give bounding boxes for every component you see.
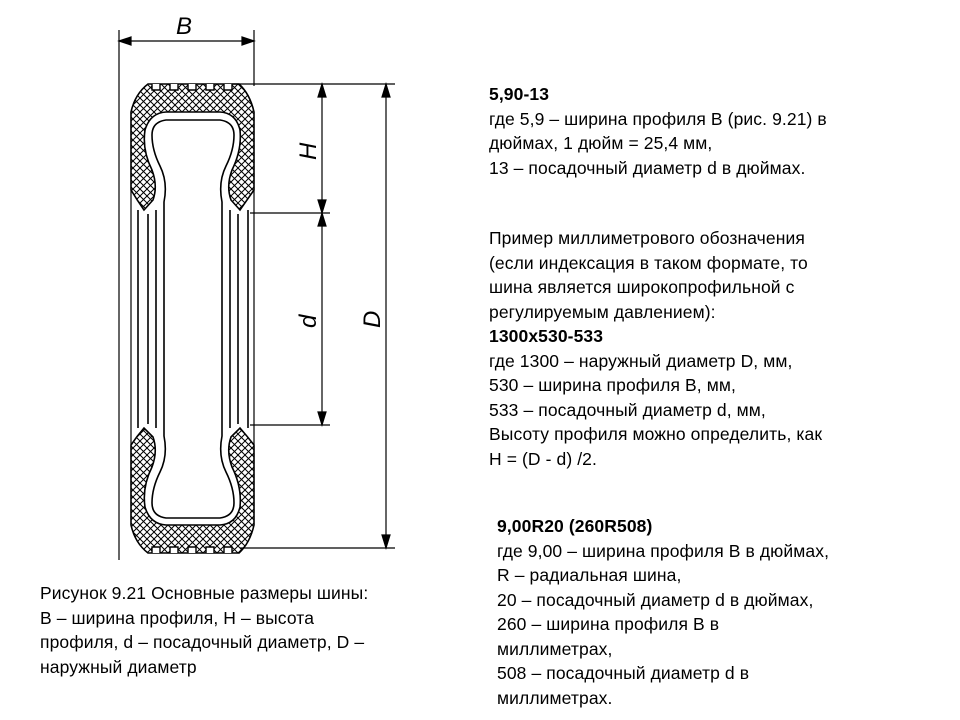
label-D: D [359,310,386,328]
designation-inch-example [489,82,827,180]
text-line: 13 – посадочный диаметр d в дюймах. [489,157,806,178]
text-line: 20 – посадочный диаметр d в дюймах, [497,589,814,610]
text-line: где 9,00 – ширина профиля В в дюймах, [497,540,830,561]
caption-line: наружный диаметр [40,656,197,677]
text-line: 508 – посадочный диаметр d в [497,663,750,683]
label-d: d [295,314,322,328]
text-line: 533 – посадочный диаметр d, мм, [489,399,766,420]
text-line: 530 – ширина профиля В, мм, [489,375,736,395]
designation-radial-example [497,514,829,710]
text-line: дюймах, 1 дюйм = 25,4 мм, [489,133,713,153]
text-line: Высоту профиля можно определить, как [489,424,823,444]
text-line: регулируемым давлением): [489,301,716,322]
text-line: R – радиальная шина, [497,565,682,585]
text-line: миллиметрах. [497,687,613,708]
tire-cross-section [131,84,254,553]
text-line: Н = (D - d) /2. [489,448,597,469]
caption-line: профиля, d – посадочный диаметр, D – [40,632,365,652]
label-H: H [295,142,322,160]
text-line: где 1300 – наружный диаметр D, мм, [489,350,793,371]
designation-heading: 5,90-13 [489,84,550,104]
designation-heading: 9,00R20 (260R508) [497,516,653,536]
designation-heading: 1300х530-533 [489,326,604,346]
figure-caption [40,581,368,679]
text-line: миллиметрах, [497,638,613,659]
text-line: 260 – ширина профиля В в [497,614,720,634]
label-B: B [176,13,193,40]
designation-mm-example [489,226,822,471]
inner-cavity [152,120,234,518]
caption-line: В – ширина профиля, Н – высота [40,607,315,628]
caption-line: Рисунок 9.21 Основные размеры шины: [40,583,369,603]
text-line: (если индексация в таком формате, то [489,252,808,273]
text-line: где 5,9 – ширина профиля В (рис. 9.21) в [489,108,827,129]
text-line: Пример миллиметрового обозначения [489,228,805,248]
text-line: шина является широкопрофильной с [489,277,795,297]
